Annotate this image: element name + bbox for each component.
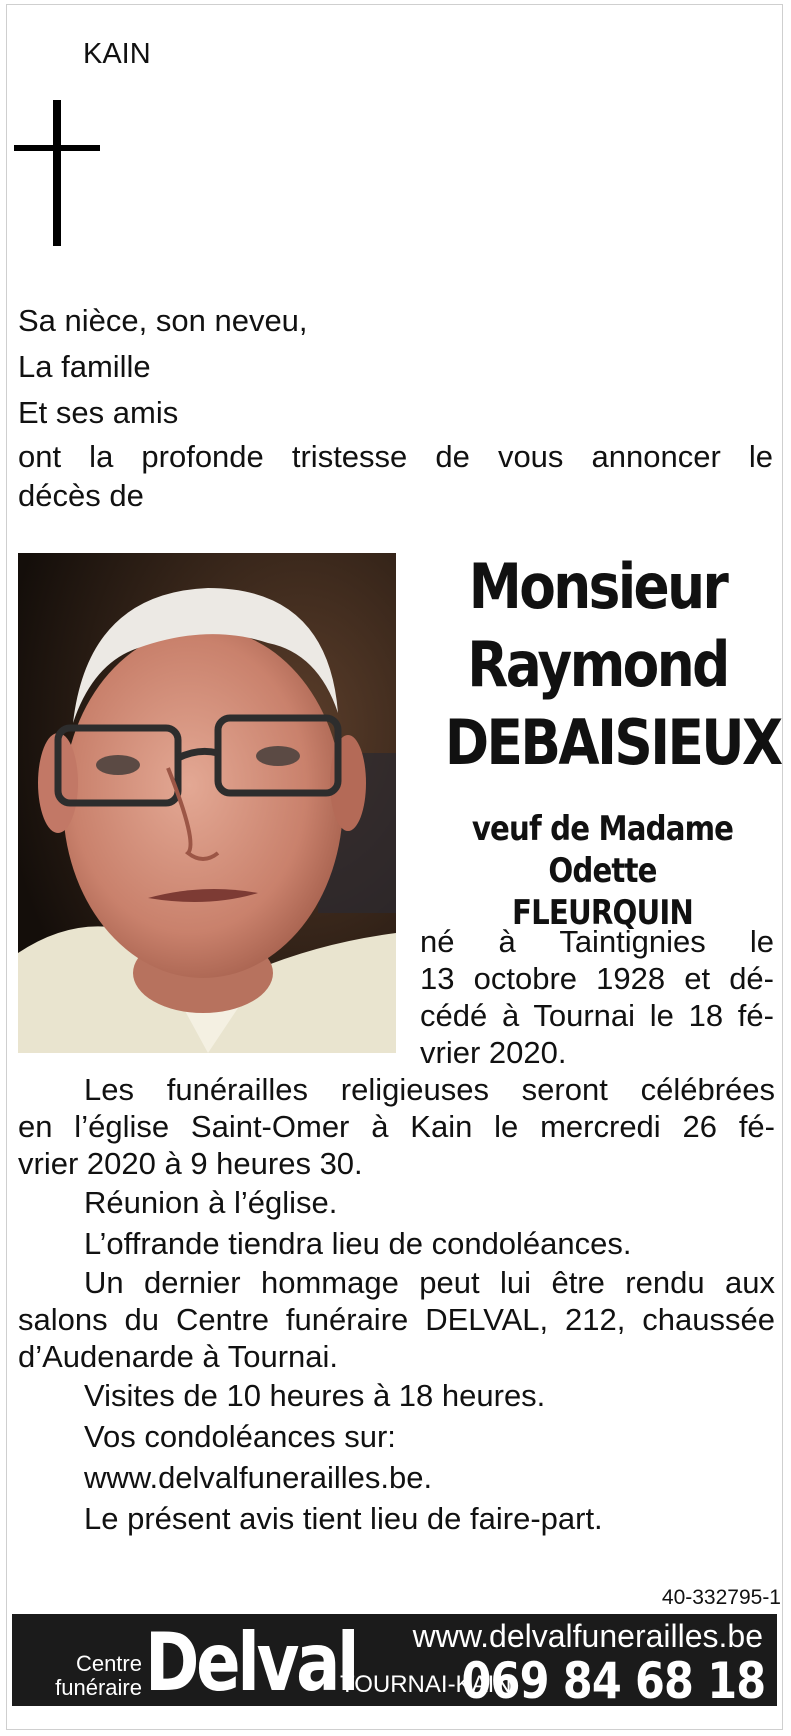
reference-number: 40-332795-1 <box>661 1586 781 1609</box>
widow-line: veuf de Madame <box>471 809 734 849</box>
widow-line: Odette FLEURQUIN <box>511 851 694 933</box>
offrande-text: L’offrande tiendra lieu de condoléances. <box>84 1226 632 1261</box>
reunion-text: Réunion à l’église. <box>84 1185 338 1220</box>
intro-line: Sa nièce, son neveu, <box>18 303 308 338</box>
widow-info <box>454 808 751 934</box>
intro-text <box>18 298 773 514</box>
intro-line: ont la profonde tristesse de vous annoncer le <box>18 439 773 474</box>
notice-body <box>18 1071 775 1539</box>
born-line: 13 octobre 1928 et dé- <box>420 961 774 996</box>
faire-part-text: Le présent avis tient lieu de faire-part. <box>84 1501 603 1536</box>
born-line: vrier 2020. <box>420 1035 567 1070</box>
deceased-name <box>444 548 781 782</box>
visiting-hours: Visites de 10 heures à 18 heures. <box>84 1378 546 1413</box>
funeral-home-banner <box>12 1614 777 1710</box>
intro-line: La famille <box>18 349 151 384</box>
deceased-title: Monsieur <box>468 550 727 623</box>
footer-city: TOURNAI-KAIN <box>340 1671 512 1698</box>
intro-line: Et ses amis <box>18 395 179 430</box>
brand-logo: Delval <box>145 1616 357 1709</box>
centre-label: Centre funéraire <box>55 1651 142 1700</box>
condolences-label: Vos condoléances sur: <box>84 1419 396 1454</box>
cross-icon <box>14 100 100 246</box>
funeral-line: vrier 2020 à 9 heures 30. <box>18 1146 363 1181</box>
deceased-first-name: Raymond <box>467 628 728 701</box>
birth-death-info <box>420 923 774 1071</box>
portrait-photo <box>18 553 396 1053</box>
born-line: cédé à Tournai le 18 fé- <box>420 998 774 1033</box>
deceased-last-name: DEBAISIEUX <box>444 706 781 779</box>
town-label: KAIN <box>83 38 151 70</box>
intro-line: décès de <box>18 478 144 513</box>
condolences-website: www.delvalfunerailles.be. <box>84 1460 433 1495</box>
hommage-line: salons du Centre funéraire DELVAL, 212, chaussée <box>18 1302 775 1337</box>
born-line: né à Taintignies le <box>420 924 774 959</box>
hommage-line: Un dernier hommage peut lui être rendu aux <box>84 1265 775 1300</box>
footer-website-link[interactable]: www.delvalfunerailles.be <box>412 1618 763 1654</box>
funeral-paragraph <box>18 1071 775 1182</box>
hommage-paragraph <box>18 1264 775 1375</box>
funeral-line: Les funérailles religieuses seront célébrées <box>84 1072 775 1107</box>
footer-phone[interactable]: 069 84 68 18 <box>461 1652 765 1710</box>
hommage-line: d’Audenarde à Tournai. <box>18 1339 339 1374</box>
funeral-line: en l’église Saint-Omer à Kain le mercredi 26 fé- <box>18 1109 775 1144</box>
